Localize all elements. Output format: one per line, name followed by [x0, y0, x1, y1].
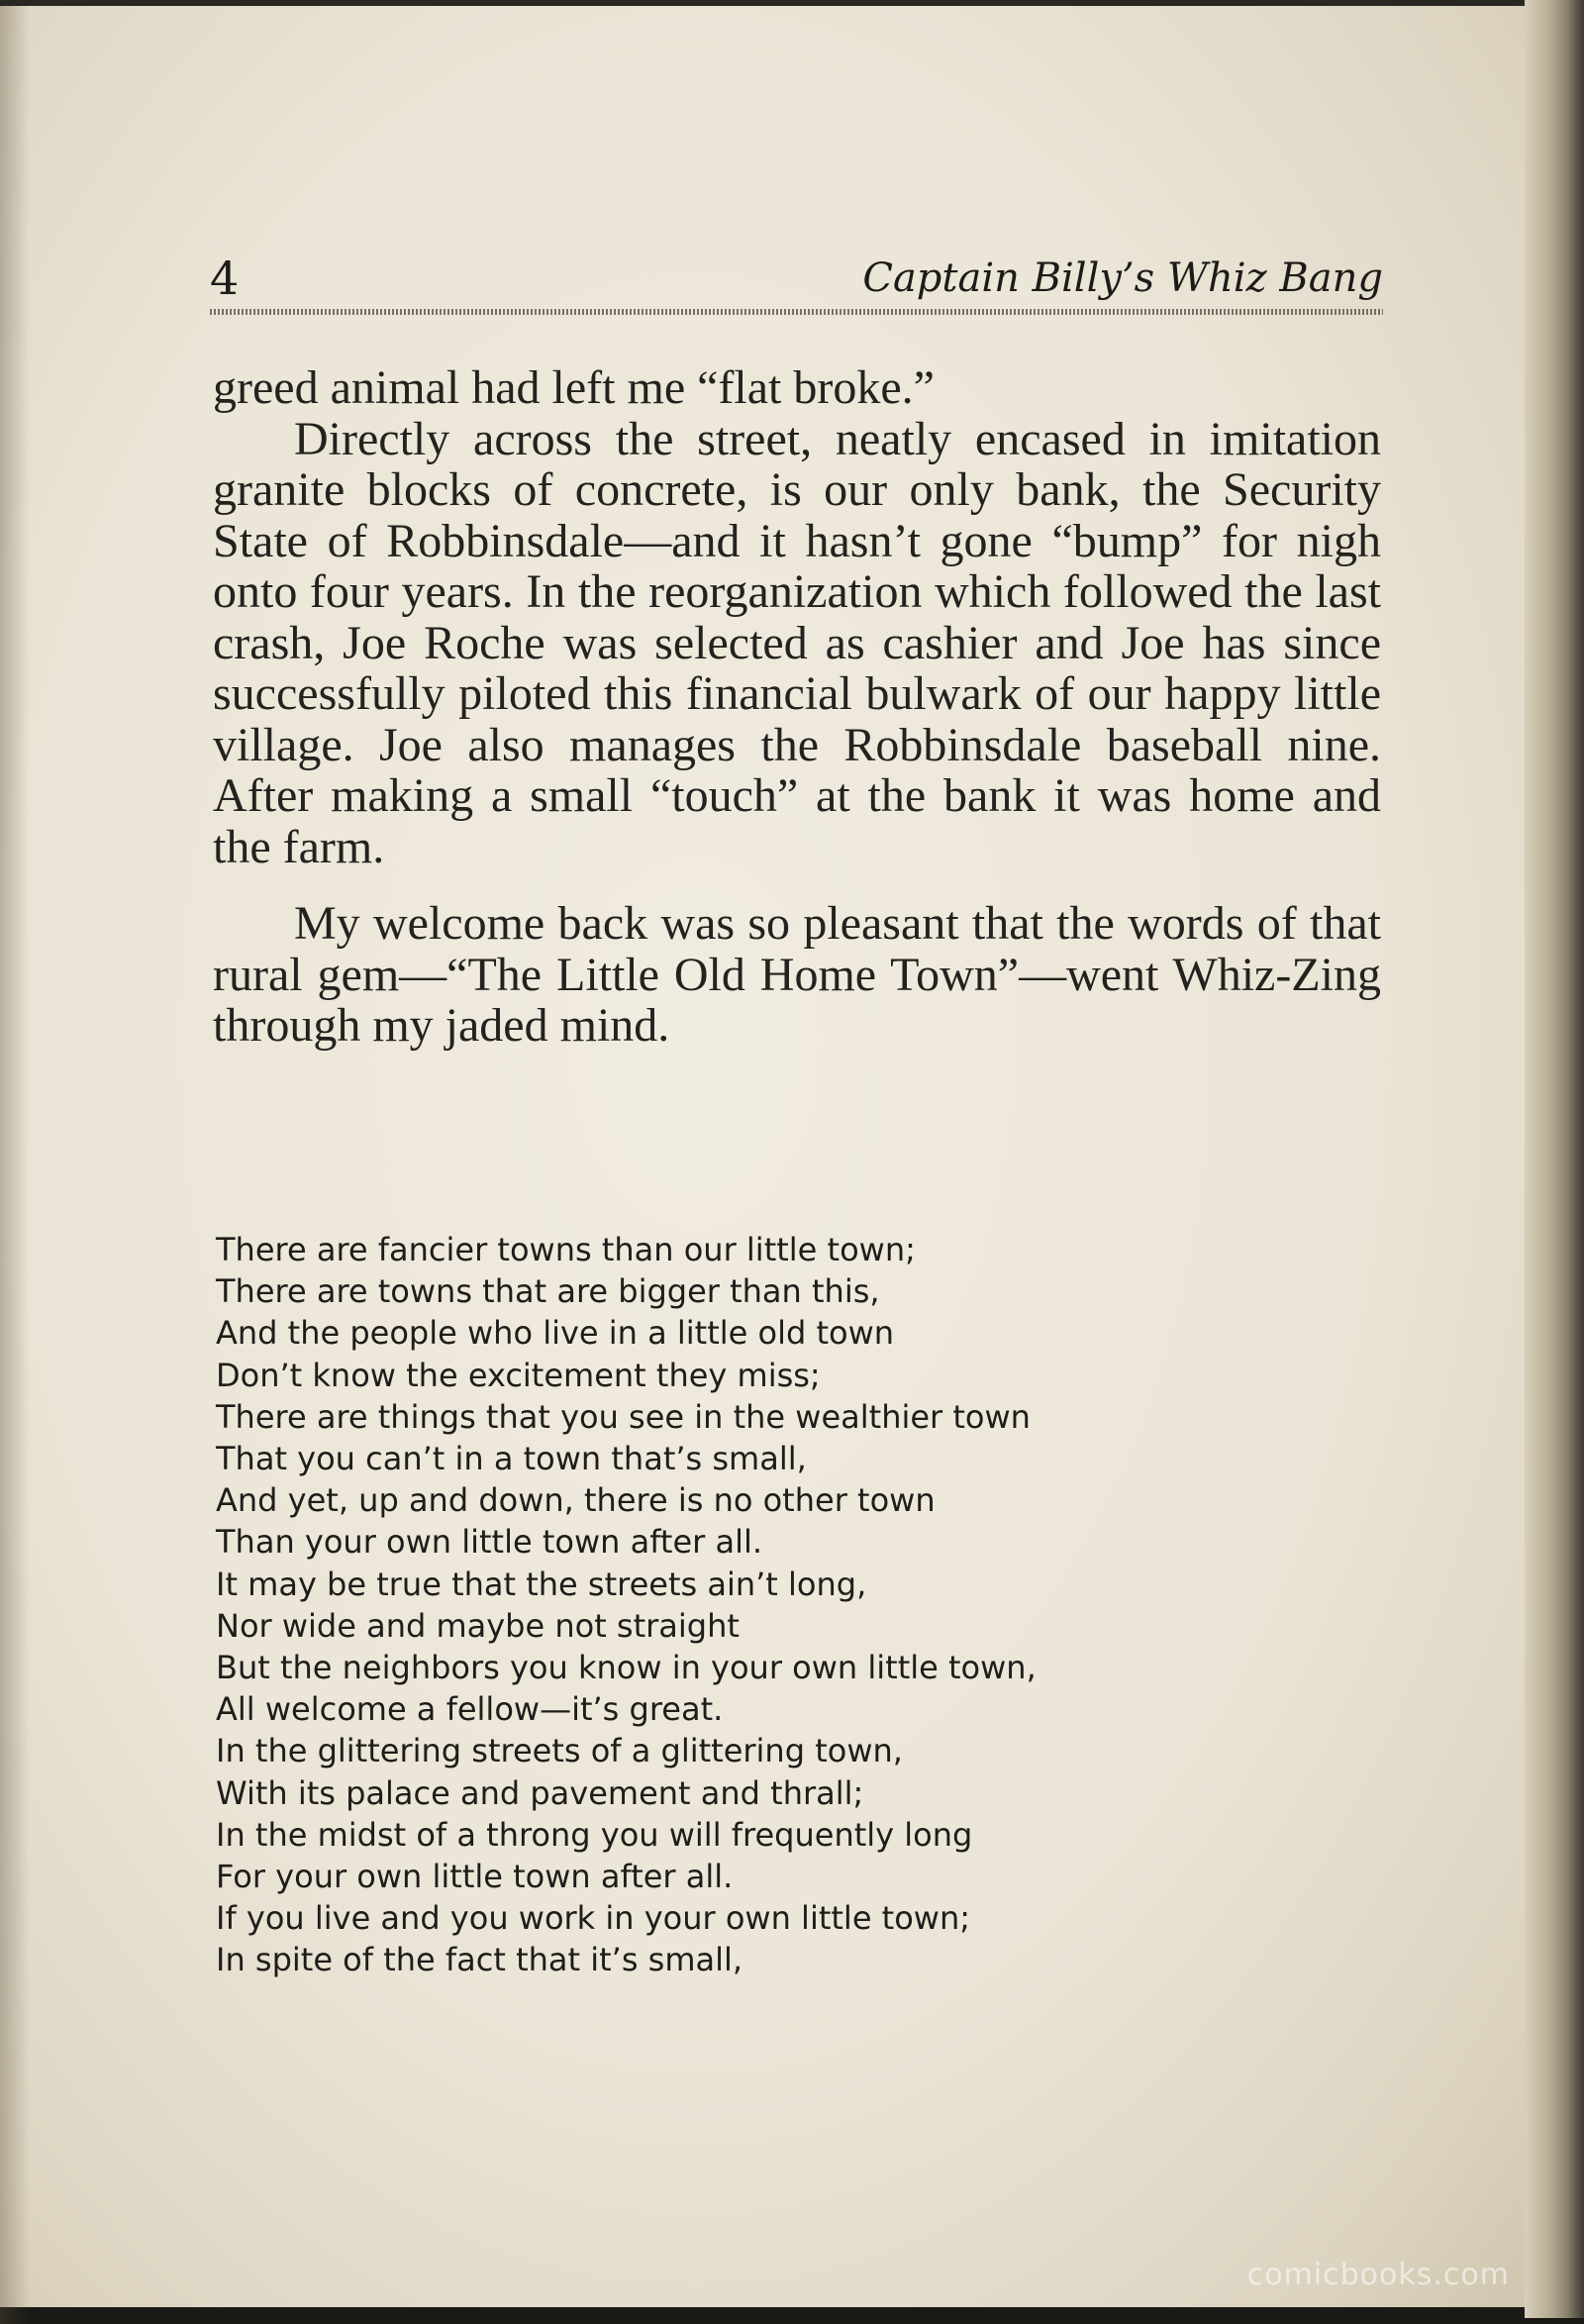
- poem-line: In spite of the fact that it’s small,: [216, 1941, 743, 1979]
- poem-line: Nor wide and maybe not straight: [216, 1606, 740, 1645]
- poem: [216, 1229, 1384, 1981]
- binding-spine: [1525, 0, 1584, 2318]
- poem-line: If you live and you work in your own little town;: [216, 1899, 971, 1938]
- poem-line: In the midst of a throng you will frequently long: [216, 1815, 973, 1854]
- paragraph: Directly across the street, neatly encased in imitation granite blocks of concrete, is our only bank, the Security State of Robbinsdale—and it hasn’t gone “bump” for nigh onto four years. In the reorganization which followed the last crash, Joe Roche was selected as cashier and Joe has since successfully piloted this financial bulwark of our happy little village. Joe also manages the Robbinsdale baseball nine. After making a small “touch” at the bank it was home and the farm.: [213, 412, 1381, 873]
- poem-line: It may be true that the streets ain’t long,: [216, 1565, 867, 1603]
- paragraph-continued: greed animal had left me “flat broke.”: [213, 361, 935, 414]
- body-text: [213, 362, 1381, 1052]
- running-title: Captain Billy’s Whiz Bang: [862, 255, 1383, 301]
- poem-line: But the neighbors you know in your own little town,: [216, 1649, 1037, 1687]
- header-rule: [210, 309, 1383, 315]
- poem-line: With its palace and pavement and thrall;: [216, 1773, 864, 1812]
- poem-line: There are towns that are bigger than this,: [216, 1272, 880, 1311]
- poem-line: That you can’t in a town that’s small,: [216, 1440, 807, 1478]
- poem-line: Don’t know the excitement they miss;: [216, 1356, 821, 1394]
- poem-line: Than your own little town after all.: [216, 1523, 763, 1562]
- poem-line: And yet, up and down, there is no other town: [216, 1481, 936, 1520]
- paragraph: My welcome back was so pleasant that the words of that rural gem—“The Little Old Home Town”—went Whiz-Zing through my jaded mind.: [213, 897, 1381, 1052]
- page-number: 4: [210, 252, 240, 305]
- poem-line: And the people who live in a little old town: [216, 1314, 895, 1353]
- watermark: comicbooks.com: [1246, 2258, 1510, 2292]
- poem-line: There are things that you see in the wealthier town: [216, 1397, 1031, 1436]
- poem-line: All welcome a fellow—it’s great.: [216, 1690, 724, 1729]
- page-edge-shadow: [0, 6, 30, 2324]
- poem-line: In the glittering streets of a glittering town,: [216, 1732, 903, 1770]
- page-header: [210, 244, 1383, 313]
- poem-line: There are fancier towns than our little town;: [216, 1231, 916, 1268]
- poem-line: For your own little town after all.: [216, 1858, 734, 1896]
